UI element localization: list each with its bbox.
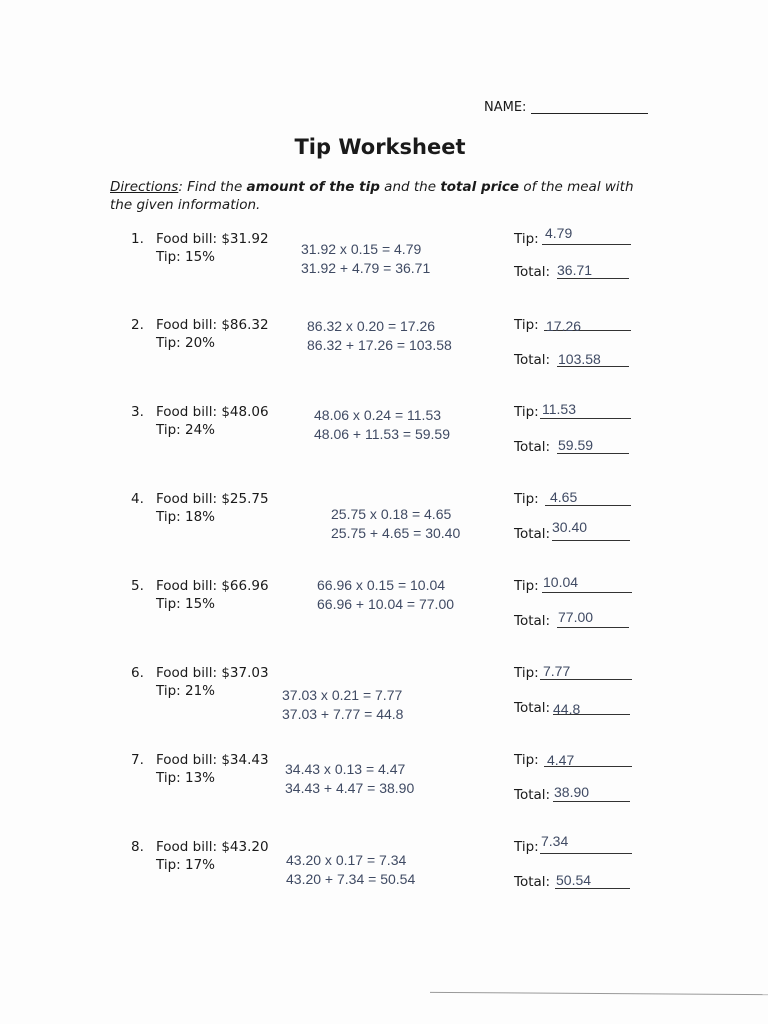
problem-number: 1. bbox=[131, 231, 144, 247]
total-answer-line bbox=[555, 888, 630, 889]
tip-answer-label: Tip: bbox=[514, 665, 539, 681]
tip-percent: Tip: 21% bbox=[156, 683, 215, 699]
tip-percent: Tip: 18% bbox=[156, 509, 215, 525]
total-answer-label: Total: bbox=[514, 352, 551, 368]
name-blank-line bbox=[531, 113, 648, 114]
total-answer: 59.59 bbox=[558, 437, 594, 453]
tip-answer: 17.26 bbox=[546, 318, 582, 334]
total-answer: 30.40 bbox=[552, 519, 588, 535]
tip-percent: Tip: 15% bbox=[156, 249, 215, 265]
directions-emphasis: total price bbox=[440, 179, 520, 195]
work-add: 66.96 + 10.04 = 77.00 bbox=[317, 596, 455, 612]
problem-3 bbox=[0, 401, 768, 484]
tip-answer: 7.77 bbox=[543, 663, 571, 679]
work-add: 31.92 + 4.79 = 36.71 bbox=[301, 260, 431, 276]
directions-text: of the meal with the given information. bbox=[110, 179, 634, 213]
problem-4 bbox=[0, 491, 768, 571]
tip-answer-line bbox=[542, 244, 631, 245]
tip-answer: 11.53 bbox=[542, 401, 576, 417]
problem-2 bbox=[0, 317, 768, 397]
work-multiply: 34.43 x 0.13 = 4.47 bbox=[285, 761, 406, 777]
problem-number: 5. bbox=[131, 578, 144, 594]
tip-answer-label: Tip: bbox=[514, 317, 539, 333]
food-bill: Food bill: $48.06 bbox=[156, 404, 269, 420]
total-answer-label: Total: bbox=[514, 874, 551, 890]
work-add: 48.06 + 11.53 = 59.59 bbox=[314, 426, 450, 442]
tip-answer-label: Tip: bbox=[514, 404, 539, 420]
work-add: 37.03 + 7.77 = 44.8 bbox=[282, 706, 404, 722]
tip-answer-line bbox=[540, 853, 632, 854]
total-answer-label: Total: bbox=[514, 613, 551, 629]
work-area bbox=[314, 406, 450, 444]
directions-text: : Find the bbox=[178, 179, 247, 195]
tip-answer-label: Tip: bbox=[514, 839, 539, 855]
problem-number: 7. bbox=[131, 752, 144, 768]
total-answer-label: Total: bbox=[514, 526, 551, 542]
page-title: Tip Worksheet bbox=[294, 135, 466, 159]
total-answer-line bbox=[557, 627, 629, 628]
total-answer: 38.90 bbox=[554, 784, 590, 800]
work-area bbox=[282, 686, 403, 724]
tip-percent: Tip: 17% bbox=[156, 857, 215, 873]
food-bill: Food bill: $86.32 bbox=[156, 317, 269, 333]
work-area bbox=[317, 576, 454, 614]
total-answer-line bbox=[552, 540, 630, 541]
work-multiply: 86.32 x 0.20 = 17.26 bbox=[307, 318, 436, 334]
page-edge-line bbox=[430, 992, 768, 995]
tip-percent: Tip: 13% bbox=[156, 770, 215, 786]
food-bill: Food bill: $66.96 bbox=[156, 578, 269, 594]
name-label: NAME: bbox=[484, 100, 527, 115]
tip-answer-label: Tip: bbox=[514, 231, 539, 247]
tip-answer-line bbox=[540, 418, 631, 419]
work-add: 86.32 + 17.26 = 103.58 bbox=[307, 337, 452, 353]
tip-answer-label: Tip: bbox=[514, 752, 539, 768]
total-answer-line bbox=[557, 453, 629, 454]
tip-answer-line bbox=[545, 505, 631, 506]
tip-percent: Tip: 24% bbox=[156, 422, 215, 438]
tip-answer: 4.47 bbox=[547, 752, 575, 768]
problem-number: 2. bbox=[131, 317, 144, 333]
tip-answer-line bbox=[542, 592, 632, 593]
work-multiply: 31.92 x 0.15 = 4.79 bbox=[301, 241, 422, 257]
tip-answer: 7.34 bbox=[541, 833, 569, 849]
problem-1 bbox=[0, 225, 768, 311]
food-bill: Food bill: $43.20 bbox=[156, 839, 269, 855]
tip-answer: 10.04 bbox=[543, 574, 579, 590]
problem-number: 6. bbox=[131, 665, 144, 681]
tip-answer-line bbox=[540, 679, 632, 680]
food-bill: Food bill: $34.43 bbox=[156, 752, 269, 768]
work-area bbox=[307, 317, 452, 355]
problem-5 bbox=[0, 574, 768, 658]
work-multiply: 43.20 x 0.17 = 7.34 bbox=[286, 852, 407, 868]
total-answer: 44.8 bbox=[553, 701, 581, 717]
work-add: 34.43 + 4.47 = 38.90 bbox=[285, 780, 415, 796]
tip-percent: Tip: 20% bbox=[156, 335, 215, 351]
total-answer: 103.58 bbox=[558, 351, 601, 367]
tip-answer-label: Tip: bbox=[514, 578, 539, 594]
problem-number: 8. bbox=[131, 839, 144, 855]
work-area bbox=[331, 505, 460, 543]
tip-answer: 4.65 bbox=[550, 489, 578, 505]
tip-percent: Tip: 15% bbox=[156, 596, 215, 612]
directions-text: and the bbox=[379, 179, 441, 195]
work-area bbox=[285, 760, 414, 798]
directions bbox=[110, 178, 650, 214]
work-add: 25.75 + 4.65 = 30.40 bbox=[331, 525, 461, 541]
work-multiply: 25.75 x 0.18 = 4.65 bbox=[331, 506, 452, 522]
total-answer-label: Total: bbox=[514, 264, 551, 280]
total-answer-label: Total: bbox=[514, 700, 551, 716]
total-answer-label: Total: bbox=[514, 787, 551, 803]
total-answer: 50.54 bbox=[556, 872, 592, 888]
total-answer: 36.71 bbox=[557, 262, 593, 278]
tip-answer-label: Tip: bbox=[514, 491, 539, 507]
problem-6 bbox=[0, 665, 768, 745]
work-area bbox=[301, 240, 430, 278]
problem-8 bbox=[0, 833, 768, 919]
work-multiply: 66.96 x 0.15 = 10.04 bbox=[317, 577, 446, 593]
total-answer-label: Total: bbox=[514, 439, 551, 455]
total-answer-line bbox=[553, 801, 630, 802]
directions-emphasis: amount of the tip bbox=[246, 179, 380, 195]
total-answer: 77.00 bbox=[558, 609, 594, 625]
problem-number: 4. bbox=[131, 491, 144, 507]
food-bill: Food bill: $31.92 bbox=[156, 231, 269, 247]
problem-7 bbox=[0, 752, 768, 832]
work-multiply: 48.06 x 0.24 = 11.53 bbox=[314, 407, 442, 423]
tip-answer: 4.79 bbox=[545, 225, 573, 241]
work-area bbox=[286, 851, 415, 889]
work-add: 43.20 + 7.34 = 50.54 bbox=[286, 871, 416, 887]
food-bill: Food bill: $25.75 bbox=[156, 491, 269, 507]
food-bill: Food bill: $37.03 bbox=[156, 665, 269, 681]
total-answer-line bbox=[557, 278, 629, 279]
work-multiply: 37.03 x 0.21 = 7.77 bbox=[282, 687, 403, 703]
directions-heading: Directions bbox=[110, 179, 179, 195]
problem-number: 3. bbox=[131, 404, 144, 420]
